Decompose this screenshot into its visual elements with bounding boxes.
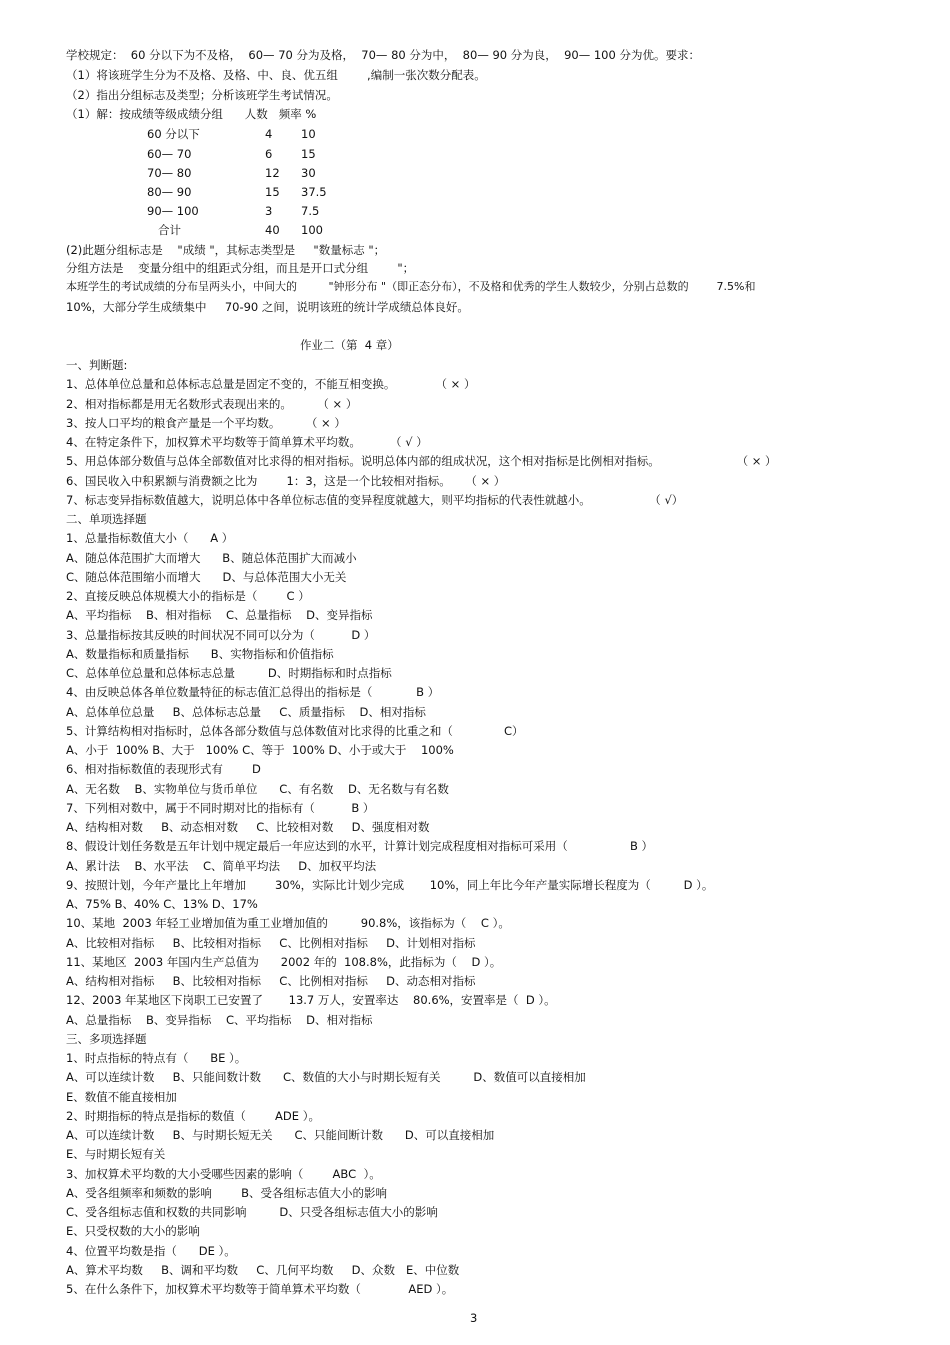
table-cell: 12 bbox=[265, 166, 280, 180]
body-line: 8、假设计划任务数是五年计划中规定最后一年应达到的水平，计算计划完成程度相对指标可采用（ B ） bbox=[66, 839, 653, 854]
body-line: 9、按照计划，今年产量比上年增加 30%，实际比计划少完成 10%，同上年比今年产量实际增长程度为（ D ）。 bbox=[66, 877, 714, 892]
body-line: A、受各组频率和频数的影响 B、受各组标志值大小的影响 bbox=[66, 1185, 387, 1200]
body-line: A、总量指标 B、变异指标 C、平均指标 D、相对指标 bbox=[66, 1012, 373, 1027]
table-cell: 3 bbox=[265, 204, 273, 218]
body-line: 7、下列相对数中，属于不同时期对比的指标有（ B ） bbox=[66, 800, 375, 815]
analysis-line: 分组方法是 变量分组中的组距式分组，而且是开口式分组 "； bbox=[66, 261, 415, 275]
body-line: 2、时期指标的特点是指标的数值（ ADE ）。 bbox=[66, 1108, 320, 1123]
body-line: 2、相对指标都是用无名数形式表现出来的。 （ × ） bbox=[66, 396, 358, 411]
body-line: 5、计算结构相对指标时，总体各部分数值与总体数值对比求得的比重之和（ C） bbox=[66, 723, 524, 738]
body-line: A、可以连续计数 B、只能间数计数 C、数值的大小与时期长短有关 D、数值可以直接相加 bbox=[66, 1070, 586, 1085]
body-line: 12、2003 年某地区下岗职工已安置了 13.7 万人，安置率达 80.6%，安置率是（ D ）。 bbox=[66, 993, 556, 1008]
body-line: 3、总量指标按其反映的时间状况不同可以分为（ D ） bbox=[66, 627, 376, 642]
body-line: E、与时期长短有关 bbox=[66, 1147, 166, 1162]
body-line: A、累计法 B、水平法 C、简单平均法 D、加权平均法 bbox=[66, 858, 377, 873]
table-cell: 60 分以下 bbox=[147, 127, 200, 141]
body-line: 6、相对指标数值的表现形式有 D bbox=[66, 762, 261, 777]
table-cell: 15 bbox=[265, 185, 280, 199]
body-line: A、75% B、40% C、13% D、17% bbox=[66, 897, 258, 911]
table-cell: 10 bbox=[301, 127, 316, 141]
intro-line: （1）将该班学生分为不及格、及格、中、良、优五组 ,编制一张次数分配表。 bbox=[66, 68, 486, 82]
table-cell: 37.5 bbox=[301, 185, 327, 199]
intro-line: （2）指出分组标志及类型；分析该班学生考试情况。 bbox=[66, 88, 338, 102]
body-line: A、随总体范围扩大而增大 B、随总体范围扩大而减小 bbox=[66, 550, 357, 565]
body-line: A、小于 100% B、大于 100% C、等于 100% D、小于或大于 100% bbox=[66, 743, 454, 757]
body-line: 1、时点指标的特点有（ BE ）。 bbox=[66, 1051, 247, 1065]
table-cell: 15 bbox=[301, 147, 316, 161]
table-cell: 合计 bbox=[147, 223, 181, 237]
body-line: 5、在什么条件下，加权算术平均数等于简单算术平均数（ AED ）。 bbox=[66, 1282, 454, 1296]
body-line: 1、总量指标数值大小（ A ） bbox=[66, 531, 234, 546]
table-cell: 6 bbox=[265, 147, 273, 161]
body-line: 三、多项选择题 bbox=[66, 1031, 147, 1046]
body-line: 4、位置平均数是指（ DE ）。 bbox=[66, 1243, 236, 1258]
body-line: 11、某地区 2003 年国内生产总值为 2002 年的 108.8%，此指标为（ D ）。 bbox=[66, 954, 502, 969]
table-cell: 60— 70 bbox=[147, 147, 192, 161]
body-line: A、结构相对数 B、动态相对数 C、比较相对数 D、强度相对数 bbox=[66, 820, 430, 834]
table-cell: 70— 80 bbox=[147, 166, 192, 180]
intro-line: （1）解：按成绩等级成绩分组 人数 频率 % bbox=[66, 107, 317, 121]
table-cell: 90— 100 bbox=[147, 204, 199, 218]
body-line: 3、按人口平均的粮食产量是一个平均数。 （ × ） bbox=[66, 415, 346, 430]
body-line: A、无名数 B、实物单位与货币单位 C、有名数 D、无名数与有名数 bbox=[66, 781, 449, 796]
body-line: 2、直接反映总体规模大小的指标是（ C ） bbox=[66, 589, 310, 603]
body-line: A、算术平均数 B、调和平均数 C、几何平均数 D、众数 E、中位数 bbox=[66, 1262, 460, 1277]
body-line: 4、由反映总体各单位数量特征的标志值汇总得出的指标是（ B ） bbox=[66, 685, 440, 700]
body-line: A、可以连续计数 B、与时期长短无关 C、只能间断计数 D、可以直接相加 bbox=[66, 1128, 495, 1142]
body-line: A、平均指标 B、相对指标 C、总量指标 D、变异指标 bbox=[66, 608, 373, 623]
body-line: 一、判断题: bbox=[66, 358, 128, 372]
table-cell: 7.5 bbox=[301, 204, 320, 218]
section-title: 作业二（第 4 章） bbox=[300, 338, 399, 352]
body-line: C、随总体范围缩小而增大 D、与总体范围大小无关 bbox=[66, 569, 347, 584]
body-line: C、总体单位总量和总体标志总量 D、时期指标和时点指标 bbox=[66, 666, 392, 680]
analysis-line: (2)此题分组标志是 "成绩 "，其标志类型是 "数量标志 "； bbox=[66, 243, 386, 257]
body-line: 10、某地 2003 年轻工业增加值为重工业增加值的 90.8%，该指标为（ C ）。 bbox=[66, 916, 510, 931]
table-cell: 100 bbox=[301, 223, 323, 237]
page-number: 3 bbox=[470, 1311, 478, 1325]
body-line: E、数值不能直接相加 bbox=[66, 1089, 177, 1104]
table-cell: 30 bbox=[301, 166, 316, 180]
body-line: 4、在特定条件下，加权算术平均数等于简单算术平均数。 （ √ ） bbox=[66, 435, 428, 449]
body-line: 5、用总体部分数值与总体全部数值对比求得的相对指标。说明总体内部的组成状况，这个相对指标是比例相对指标。 （ × ） bbox=[66, 454, 777, 469]
body-line: A、总体单位总量 B、总体标志总量 C、质量指标 D、相对指标 bbox=[66, 704, 426, 719]
body-line: E、只受权数的大小的影响 bbox=[66, 1224, 200, 1239]
body-line: 6、国民收入中积累额与消费额之比为 1：3，这是一个比较相对指标。 （ × ） bbox=[66, 473, 506, 488]
body-line: C、受各组标志值和权数的共同影响 D、只受各组标志值大小的影响 bbox=[66, 1205, 438, 1219]
analysis-line: 10%，大部分学生成绩集中 70-90 之间，说明该班的统计学成绩总体良好。 bbox=[66, 300, 469, 314]
body-line: A、比较相对指标 B、比较相对指标 C、比例相对指标 D、计划相对指标 bbox=[66, 935, 476, 950]
body-line: 二、单项选择题 bbox=[66, 512, 147, 526]
body-line: 7、标志变异指标数值越大，说明总体中各单位标志值的变异程度就越大，则平均指标的代表性就越小。 （ √） bbox=[66, 492, 684, 507]
body-line: A、数量指标和质量指标 B、实物指标和价值指标 bbox=[66, 646, 334, 661]
table-cell: 80— 90 bbox=[147, 185, 192, 199]
body-line: 1、总体单位总量和总体标志总量是固定不变的，不能互相变换。 （ × ） bbox=[66, 377, 476, 392]
table-cell: 40 bbox=[265, 223, 280, 237]
table-cell: 4 bbox=[265, 127, 273, 141]
intro-line: 学校规定： 60 分以下为不及格， 60— 70 分为及格， 70— 80 分为中， 80— 90 分为良， 90— 100 分为优。要求： bbox=[66, 48, 700, 62]
body-line: 3、加权算术平均数的大小受哪些因素的影响（ ABC ）。 bbox=[66, 1166, 381, 1181]
body-line: A、结构相对指标 B、比较相对指标 C、比例相对指标 D、动态相对指标 bbox=[66, 974, 476, 988]
analysis-line: 本班学生的考试成绩的分布呈两头小，中间大的 "钟形分布 "（即正态分布），不及格和优秀的学生人数较少，分别占总数的 7.5%和 bbox=[66, 280, 756, 293]
